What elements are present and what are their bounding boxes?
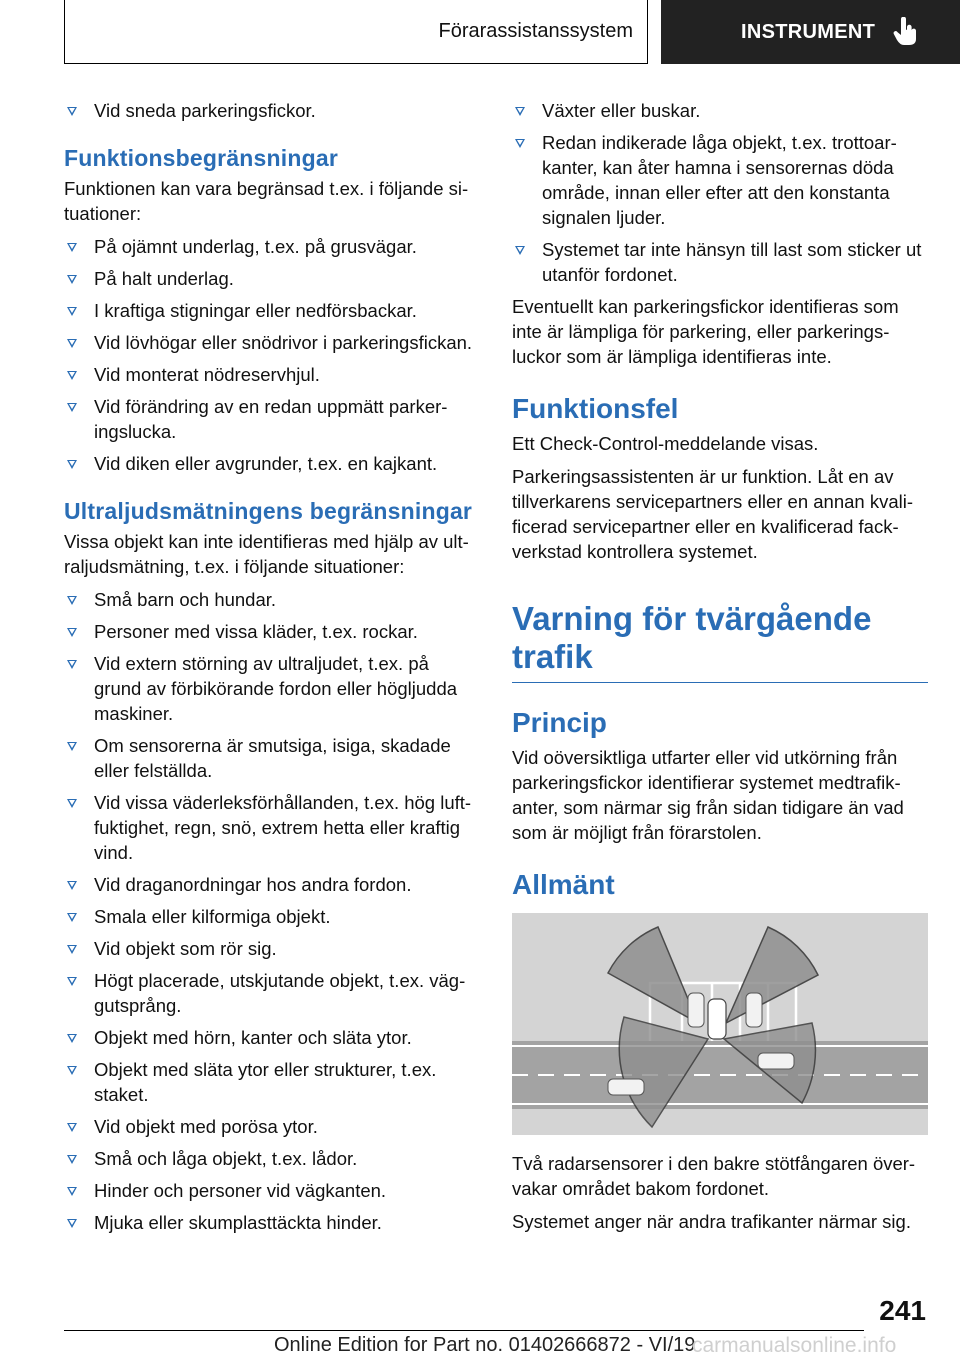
triangle-bullet-icon	[67, 1219, 77, 1228]
list-item: Om sensorerna är smutsiga, isiga, skadade eller felställda.	[64, 733, 480, 783]
list-item: Vid lövhögar eller snödrivor i parkeringsfickan.	[64, 330, 480, 355]
list-item: Små och låga objekt, t.ex. lådor.	[64, 1146, 480, 1171]
list-item: Vid diken eller avgrunder, t.ex. en kajkant.	[64, 451, 480, 476]
limits-intro: Funktionen kan vara begränsad t.ex. i följande si-tuationer:	[64, 178, 469, 224]
section-heading-limits: Funktionsbegränsningar	[64, 145, 339, 171]
ultrasound-intro: Vissa objekt kan inte identifieras med hjälp av ult-raljudsmätning, t.ex. i följande situationer:	[64, 531, 469, 577]
list-item: Högt placerade, utskjutande objekt, t.ex. väg-gutsprång.	[64, 968, 480, 1018]
list-item: Objekt med släta ytor eller strukturer, t.ex. staket.	[64, 1057, 480, 1107]
list-item: Redan indikerade låga objekt, t.ex. trottoar-kanter, kan åter hamna i sensorernas döda område, innan eller efter att den konstanta signalen ljuder.	[512, 130, 928, 230]
ultrasound-list	[64, 587, 480, 1235]
right-column	[512, 98, 928, 1242]
list-item: Vid draganordningar hos andra fordon.	[64, 872, 480, 897]
triangle-bullet-icon	[67, 1034, 77, 1043]
triangle-bullet-icon	[67, 596, 77, 605]
triangle-bullet-icon	[67, 628, 77, 637]
section-heading-malfunction: Funktionsfel	[512, 393, 679, 424]
list-item: Smala eller kilformiga objekt.	[64, 904, 480, 929]
list-item: Personer med vissa kläder, t.ex. rockar.	[64, 619, 480, 644]
header-chapter-title: INSTRUMENT	[741, 20, 876, 43]
malfunction-p2: Parkeringsassistenten är ur funktion. Låt en av tillverkarens servicepartners eller en annan kvali-ficerad servicepartner eller en kvalificerad fack-verkstad kontrollera systemet.	[512, 466, 914, 562]
header-chapter-tab	[661, 0, 960, 64]
list-item: Mjuka eller skumplasttäckta hinder.	[64, 1210, 480, 1235]
triangle-bullet-icon	[67, 339, 77, 348]
footer-edition: Online Edition for Part no. 01402666872 - VI/19	[274, 1334, 696, 1356]
list-item: Objekt med hörn, kanter och släta ytor.	[64, 1025, 480, 1050]
footer-divider	[64, 1330, 864, 1331]
list-item: Vid förändring av en redan uppmätt parker-ingslucka.	[64, 394, 480, 444]
triangle-bullet-icon	[67, 913, 77, 922]
list-item: Små barn och hundar.	[64, 587, 480, 612]
hand-pointer-icon	[893, 17, 919, 47]
triangle-bullet-icon	[515, 246, 525, 255]
triangle-bullet-icon	[67, 107, 77, 116]
list-item: På ojämnt underlag, t.ex. på grusvägar.	[64, 234, 480, 259]
triangle-bullet-icon	[67, 243, 77, 252]
watermark: carmanualsonline.info	[692, 1334, 897, 1357]
principle-text: Vid oöversiktliga utfarter eller vid utkörning från parkeringsfickor identifierar systemet medtrafik-anter, som närmar sig från sidan tidigare än vad som är möjligt från förarstolen.	[512, 747, 904, 843]
triangle-bullet-icon	[67, 881, 77, 890]
triangle-bullet-icon	[67, 275, 77, 284]
triangle-bullet-icon	[515, 139, 525, 148]
header-section-box	[64, 0, 648, 64]
page-number: 241	[879, 1295, 926, 1326]
list-item: Växter eller buskar.	[512, 98, 928, 123]
malfunction-p1: Ett Check-Control-meddelande visas.	[512, 433, 819, 454]
list-item: På halt underlag.	[64, 266, 480, 291]
cross-traffic-illustration	[512, 913, 928, 1135]
list-item: Vid objekt som rör sig.	[64, 936, 480, 961]
list-item: Hinder och personer vid vägkanten.	[64, 1178, 480, 1203]
note-paragraph: Eventuellt kan parkeringsfickor identifieras som inte är lämpliga för parkering, eller parkerings-luckor som är lämpliga identifieras inte.	[512, 296, 899, 367]
left-column	[64, 98, 480, 1242]
list-item: I kraftiga stigningar eller nedförsbackar.	[64, 298, 480, 323]
triangle-bullet-icon	[67, 1187, 77, 1196]
triangle-bullet-icon	[67, 799, 77, 808]
header-section-title: Förarassistanssystem	[438, 20, 633, 42]
section-heading-principle: Princip	[512, 707, 607, 738]
triangle-bullet-icon	[67, 1066, 77, 1075]
chapter-heading-cross-traffic: Varning för tvärgående trafik	[512, 600, 928, 683]
triangle-bullet-icon	[67, 1123, 77, 1132]
section-heading-general: Allmänt	[512, 869, 615, 900]
general-p1: Två radarsensorer i den bakre stötfångaren över-vakar området bakom fordonet.	[512, 1153, 916, 1199]
list-item: Vid monterat nödreservhjul.	[64, 362, 480, 387]
triangle-bullet-icon	[67, 977, 77, 986]
triangle-bullet-icon	[67, 660, 77, 669]
triangle-bullet-icon	[67, 1155, 77, 1164]
list-item: Vid objekt med porösa ytor.	[64, 1114, 480, 1139]
general-p2: Systemet anger när andra trafikanter närmar sig.	[512, 1211, 911, 1232]
triangle-bullet-icon	[67, 460, 77, 469]
list-item: Vid vissa väderleksförhållanden, t.ex. hög luft-fuktighet, regn, snö, extrem hetta eller kraftig vind.	[64, 790, 480, 865]
section-heading-ultrasound: Ultraljudsmätningens begränsningar	[64, 498, 473, 524]
triangle-bullet-icon	[67, 742, 77, 751]
triangle-bullet-icon	[515, 107, 525, 116]
list-item: Vid extern störning av ultraljudet, t.ex. på grund av förbikörande fordon eller högljudda maskiner.	[64, 651, 480, 726]
list-item: Systemet tar inte hänsyn till last som sticker ut utanför fordonet.	[512, 237, 928, 287]
triangle-bullet-icon	[67, 403, 77, 412]
triangle-bullet-icon	[67, 307, 77, 316]
triangle-bullet-icon	[67, 371, 77, 380]
triangle-bullet-icon	[67, 945, 77, 954]
limits-list	[64, 234, 480, 476]
list-item: Vid sneda parkeringsfickor.	[64, 98, 480, 123]
